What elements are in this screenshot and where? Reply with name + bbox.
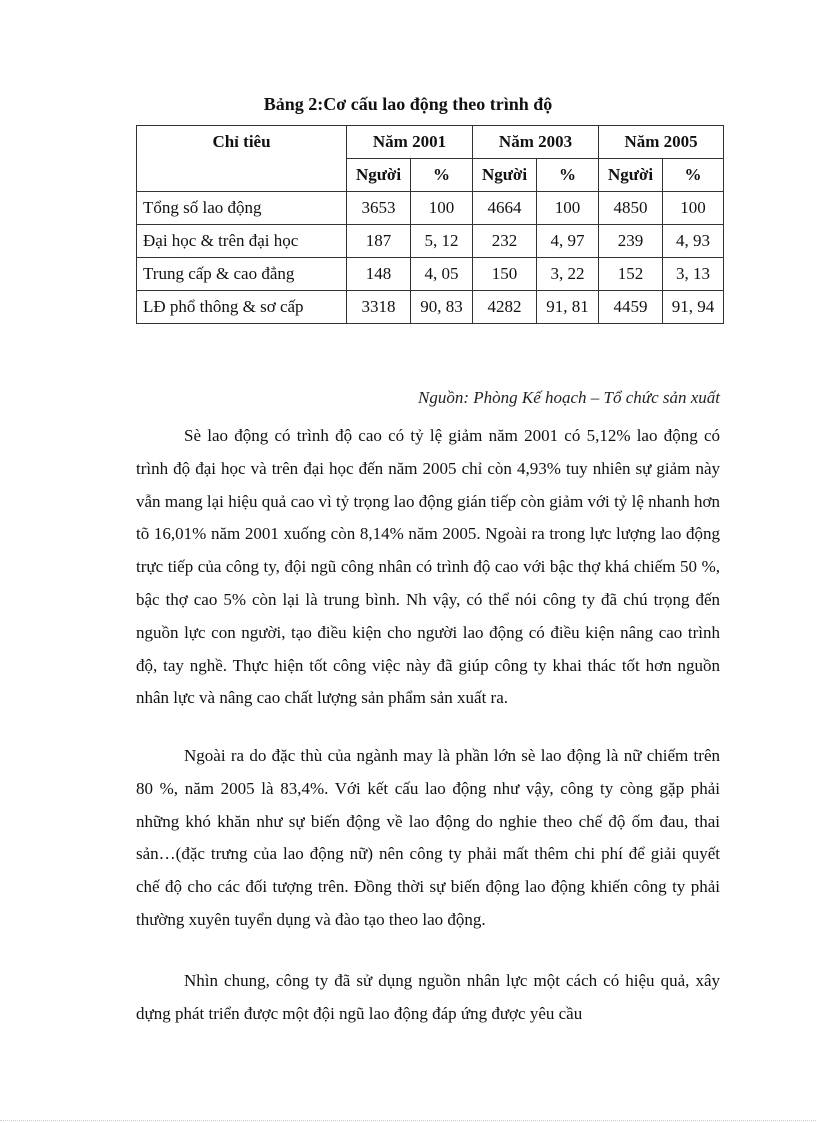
table-cell: 90, 83 [411, 291, 473, 324]
source-note: Nguồn: Phòng Kế hoạch – Tổ chức sản xuất [417, 388, 720, 407]
table-cell: 232 [473, 225, 537, 258]
table-cell: 4, 05 [411, 258, 473, 291]
table-cell: 4, 97 [537, 225, 599, 258]
table-cell: 3653 [347, 192, 411, 225]
table-cell: 3318 [347, 291, 411, 324]
table-cell: 100 [537, 192, 599, 225]
subheader-people: Người [473, 159, 537, 192]
subheader-percent: % [537, 159, 599, 192]
table-cell: 187 [347, 225, 411, 258]
table-cell: 152 [599, 258, 663, 291]
table-cell: 4664 [473, 192, 537, 225]
table-row [137, 258, 724, 291]
table-row [137, 225, 724, 258]
table-cell: 100 [663, 192, 724, 225]
subheader-people: Người [599, 159, 663, 192]
row-label: Trung cấp & cao đẳng [137, 258, 347, 291]
header-indicator: Chỉ tiêu [137, 126, 347, 192]
labor-structure-table [136, 125, 724, 324]
page-bottom-divider [0, 1120, 816, 1122]
table-header-row [137, 126, 724, 159]
table-cell: 91, 94 [663, 291, 724, 324]
table-cell: 150 [473, 258, 537, 291]
table-cell: 148 [347, 258, 411, 291]
header-year: Năm 2001 [347, 126, 473, 159]
body-paragraph: Ngoài ra do đặc thù của ngành may là phần lớn sè lao động là nữ chiếm trên 80 %, năm 2005 là 83,4%. Với kết cấu lao động như vậy, công ty còng gặp phải những khó khăn như sự biến động về lao động do nghie theo chế độ ốm đau, thai sản…(đặc trưng của lao động nữ) nên công ty phải mất thêm chi phí để giải quyết chế độ cho các đối tượng trên. Đồng thời sự biến động lao động khiến công ty phải thường xuyên tuyển dụng và đào tạo theo lao động. [136, 746, 720, 929]
table-cell: 3, 13 [663, 258, 724, 291]
table-cell: 4282 [473, 291, 537, 324]
table-cell: 100 [411, 192, 473, 225]
row-label: LĐ phổ thông & sơ cấp [137, 291, 347, 324]
table-cell: 3, 22 [537, 258, 599, 291]
subheader-percent: % [663, 159, 724, 192]
body-paragraph: Sè lao động có trình độ cao có tỷ lệ giảm năm 2001 có 5,12% lao động có trình độ đại học và trên đại học đến năm 2005 chỉ còn 4,93% tuy nhiên sự giảm này vẫn mang lại hiệu quả cao vì tỷ trọng lao động gián tiếp còn giảm với tỷ lệ nhanh hơn tõ 16,01% năm 2001 xuống còn 8,14% năm 2005. Ngoài ra trong lực lượng lao động trực tiếp của công ty, đội ngũ công nhân có trình độ cao với bậc thợ khá chiếm 50 %, bậc thợ cao 5% còn lại là trung bình. Nh vậy, có thể nói công ty đã chú trọng đến nguồn lực con người, tạo điều kiện cho người lao động có điều kiện nâng cao trình độ, tay nghề. Thực hiện tốt công việc này đã giúp công ty khai thác tốt hơn nguồn nhân lực và nâng cao chất lượng sản phẩm sản xuất ra. [136, 426, 720, 708]
table-row [137, 192, 724, 225]
table-caption: Bảng 2:Cơ cấu lao động theo trình độ [263, 94, 553, 114]
body-paragraph: Nhìn chung, công ty đã sử dụng nguồn nhân lực một cách có hiệu quả, xây dựng phát triển được một đội ngũ lao động đáp ứng được yêu cầu [136, 971, 720, 1023]
table-cell: 4459 [599, 291, 663, 324]
table-cell: 4, 93 [663, 225, 724, 258]
table-cell: 5, 12 [411, 225, 473, 258]
subheader-percent: % [411, 159, 473, 192]
table-cell: 4850 [599, 192, 663, 225]
table-row [137, 291, 724, 324]
subheader-people: Người [347, 159, 411, 192]
row-label: Tổng số lao động [137, 192, 347, 225]
row-label: Đại học & trên đại học [137, 225, 347, 258]
table-cell: 91, 81 [537, 291, 599, 324]
header-year: Năm 2003 [473, 126, 599, 159]
header-year: Năm 2005 [599, 126, 724, 159]
table-cell: 239 [599, 225, 663, 258]
